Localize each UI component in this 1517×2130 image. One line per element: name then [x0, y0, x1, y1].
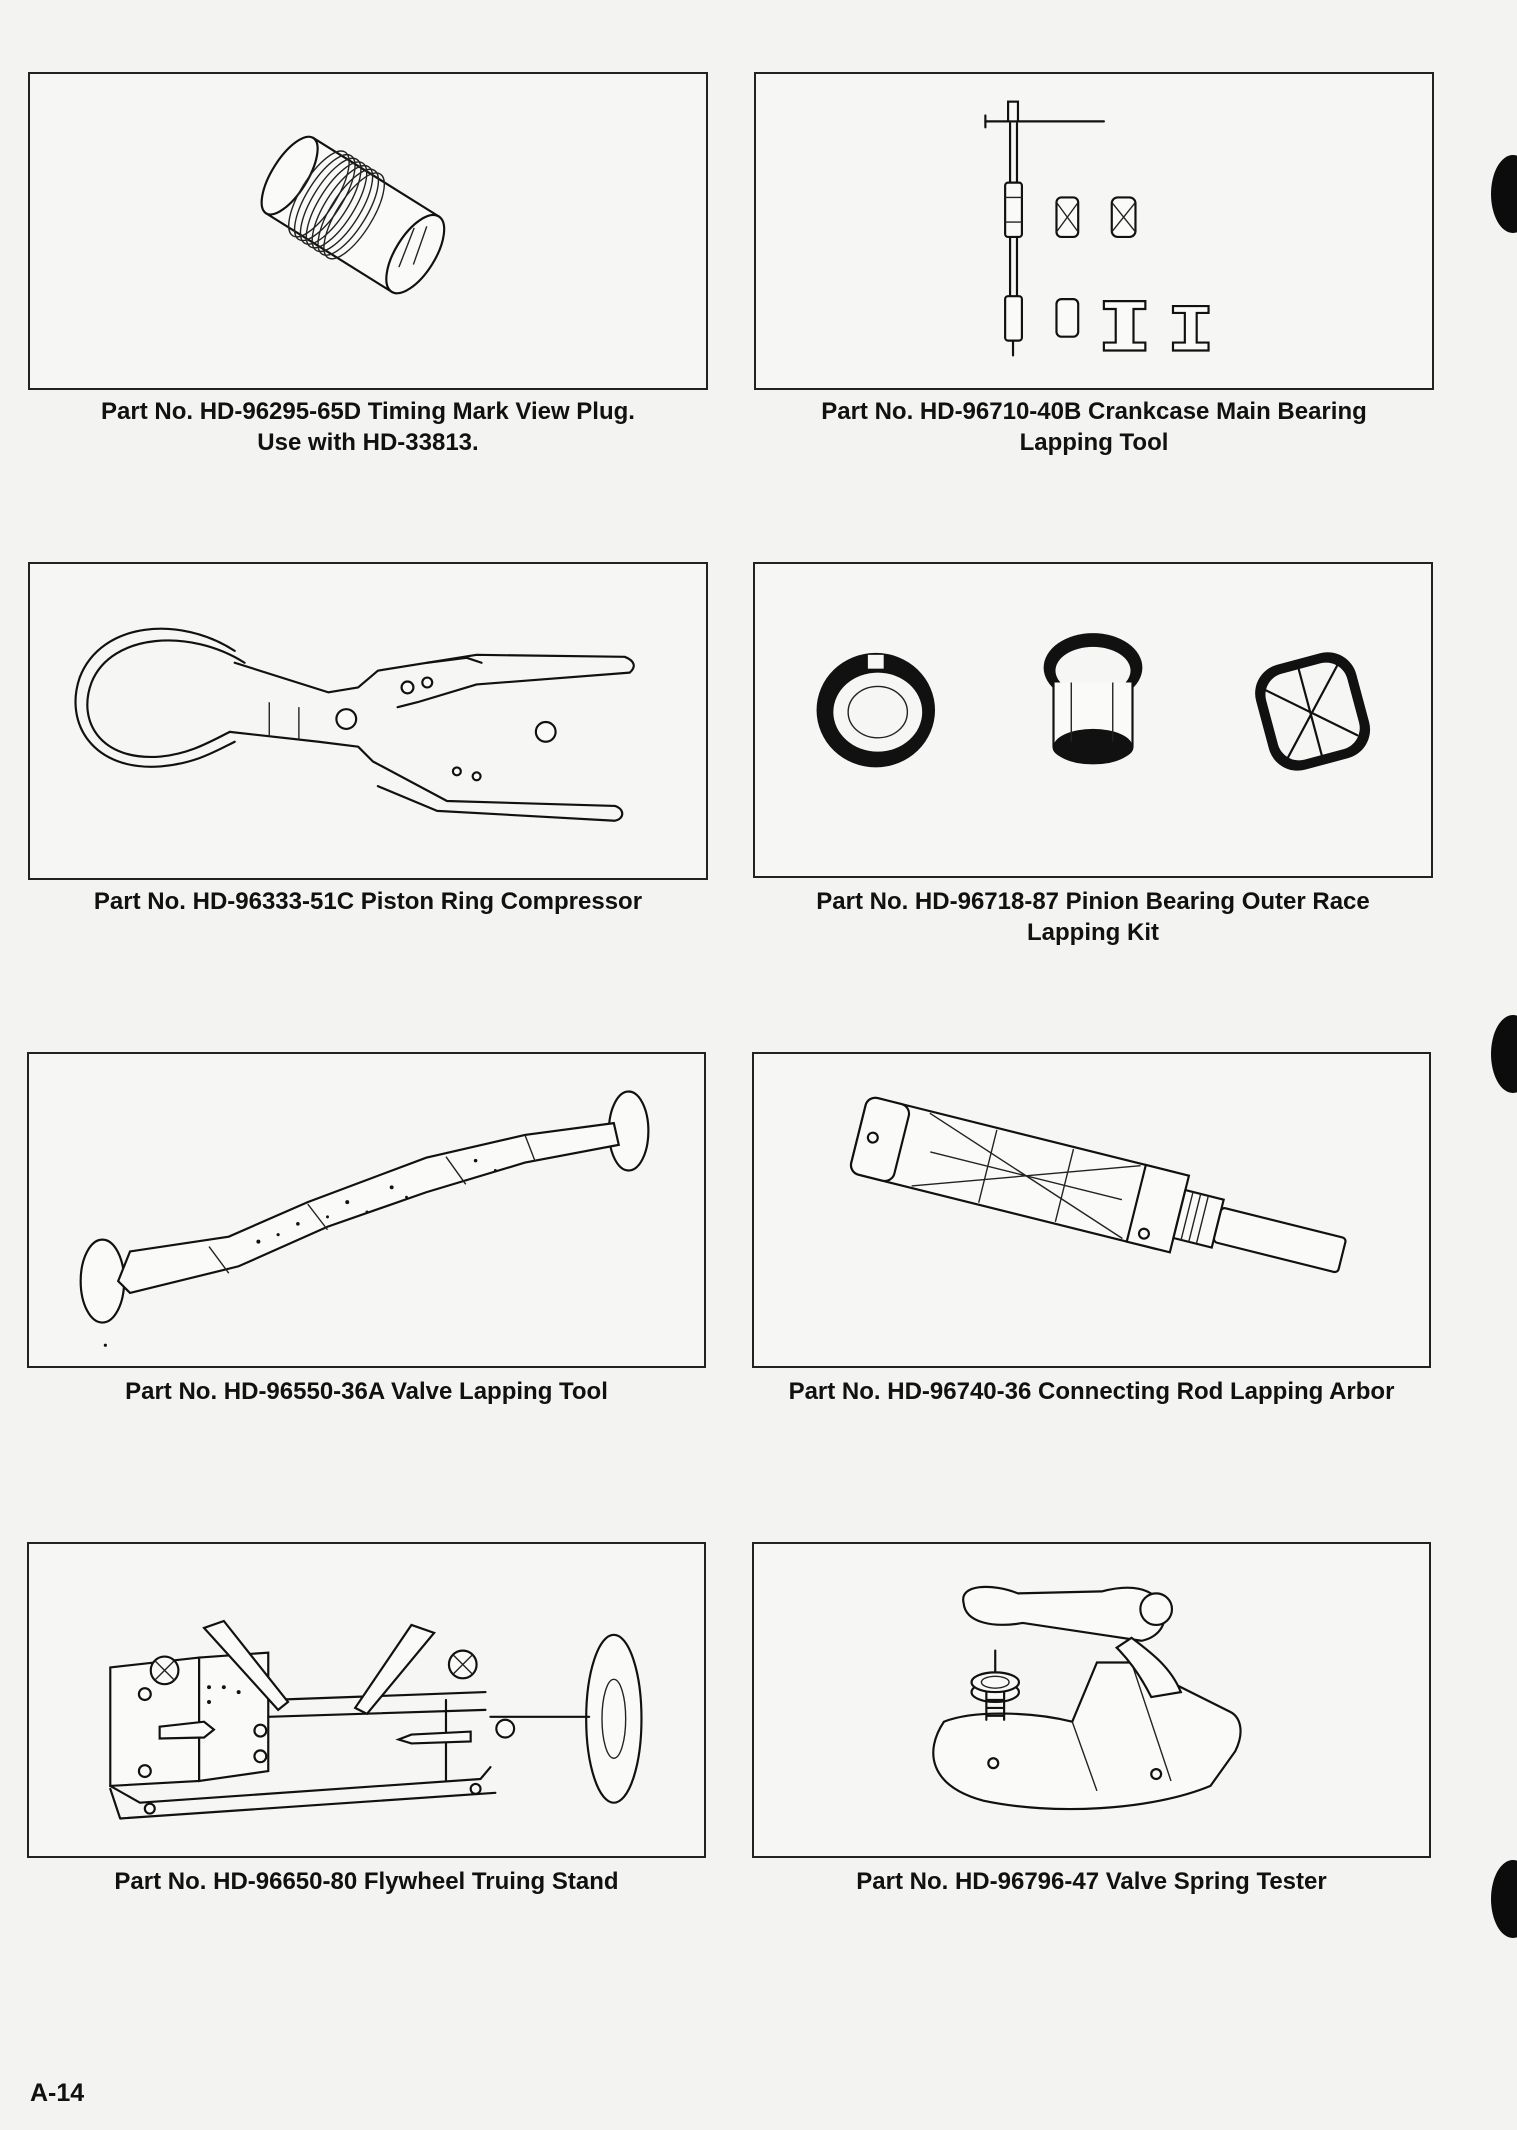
tool-caption: [753, 886, 1433, 948]
caption-line: Part No. HD-96333-51C Piston Ring Compressor: [93, 888, 643, 915]
caption-line: Lapping Kit: [1027, 919, 1159, 946]
tool-illustration-connecting-rod-arbor: [752, 1052, 1431, 1368]
binder-hole: [1491, 1015, 1517, 1093]
tool-illustration-flywheel-truing-stand: [27, 1542, 706, 1858]
page-number: A-14: [30, 2079, 85, 2107]
tool-caption: [752, 1376, 1431, 1407]
tool-caption: [754, 396, 1434, 458]
tool-illustration-timing-mark-view-plug: [28, 72, 708, 390]
tool-illustration-crankcase-lapping-tool: [754, 72, 1434, 390]
tool-caption: [27, 1376, 706, 1407]
tool-illustration-valve-spring-tester: [752, 1542, 1431, 1858]
tool-illustration-pinion-lapping-kit: [753, 562, 1433, 878]
caption-line: Part No. HD-96550-36A Valve Lapping Tool: [125, 1378, 608, 1405]
tool-caption: [27, 1866, 706, 1897]
binder-hole: [1491, 155, 1517, 233]
tool-caption: [28, 396, 708, 458]
caption-line: Part No. HD-96796-47 Valve Spring Tester: [856, 1868, 1327, 1895]
caption-line: Use with HD-33813.: [257, 429, 479, 456]
tool-illustration-piston-ring-compressor: [28, 562, 708, 880]
caption-line: Part No. HD-96295-65D Timing Mark View Plug.: [101, 398, 635, 425]
caption-line: Lapping Tool: [1019, 429, 1169, 456]
caption-line: Part No. HD-96740-36 Connecting Rod Lapping Arbor: [788, 1378, 1395, 1405]
tool-caption: [28, 886, 708, 917]
tool-caption: [752, 1866, 1431, 1897]
caption-line: Part No. HD-96650-80 Flywheel Truing Stand: [114, 1868, 619, 1895]
caption-line: Part No. HD-96718-87 Pinion Bearing Outer Race: [816, 888, 1370, 915]
binder-hole: [1491, 1860, 1517, 1938]
tool-illustration-valve-lapping-tool: [27, 1052, 706, 1368]
caption-line: Part No. HD-96710-40B Crankcase Main Bearing: [821, 398, 1367, 425]
